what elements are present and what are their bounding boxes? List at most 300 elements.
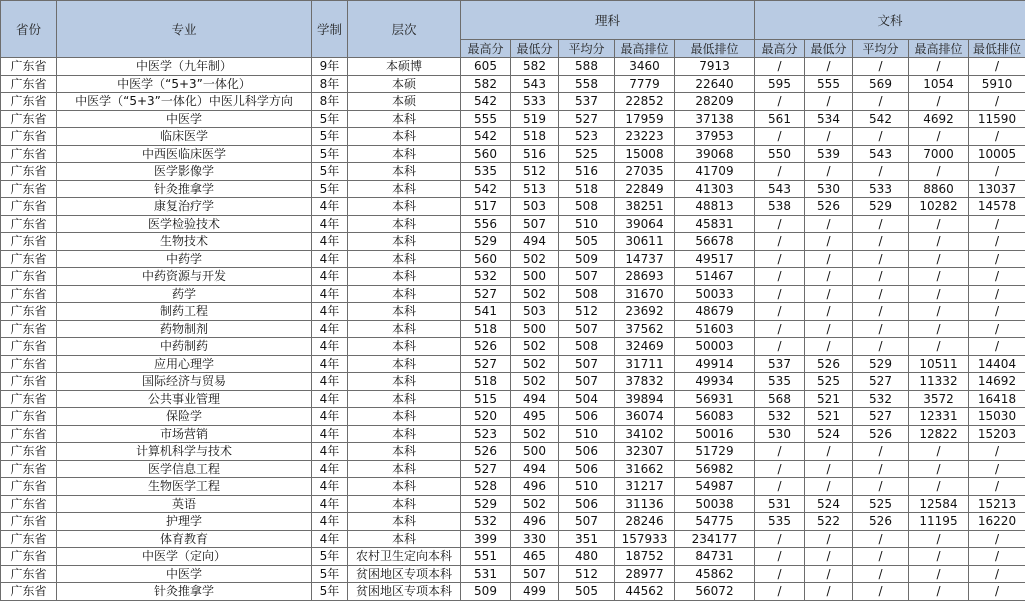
major-cell: 中药学: [57, 250, 312, 268]
header-science: 理科: [461, 1, 755, 40]
province-cell: 广东省: [1, 233, 57, 251]
arts-best-rank-cell: /: [909, 338, 969, 356]
arts-best-rank-cell: /: [909, 460, 969, 478]
science-max-cell: 560: [461, 145, 511, 163]
arts-avg-cell: /: [853, 565, 909, 583]
level-cell: 贫困地区专项本科: [348, 583, 461, 601]
science-best-rank-cell: 3460: [615, 58, 675, 76]
major-cell: 制药工程: [57, 303, 312, 321]
science-avg-cell: 506: [559, 460, 615, 478]
science-best-rank-cell: 32307: [615, 443, 675, 461]
arts-best-rank-cell: /: [909, 250, 969, 268]
level-cell: 本硕博: [348, 58, 461, 76]
level-cell: 本科: [348, 110, 461, 128]
science-worst-rank-cell: 28209: [675, 93, 755, 111]
level-cell: 本科: [348, 338, 461, 356]
arts-max-cell: 595: [755, 75, 805, 93]
arts-avg-cell: 532: [853, 390, 909, 408]
science-worst-rank-cell: 49934: [675, 373, 755, 391]
header-arts: 文科: [755, 1, 1025, 40]
table-row: [1, 215, 1025, 233]
duration-cell: 5年: [312, 565, 348, 583]
arts-min-cell: /: [805, 320, 853, 338]
duration-cell: 4年: [312, 215, 348, 233]
level-cell: 本科: [348, 495, 461, 513]
arts-best-rank-cell: /: [909, 583, 969, 601]
arts-avg-cell: 527: [853, 373, 909, 391]
table-row: [1, 373, 1025, 391]
arts-best-rank-cell: 12584: [909, 495, 969, 513]
header-science-avg: 平均分: [559, 40, 615, 58]
level-cell: 本科: [348, 285, 461, 303]
science-best-rank-cell: 39064: [615, 215, 675, 233]
science-max-cell: 555: [461, 110, 511, 128]
arts-avg-cell: 529: [853, 355, 909, 373]
arts-worst-rank-cell: /: [969, 583, 1025, 601]
science-min-cell: 502: [511, 373, 559, 391]
science-avg-cell: 525: [559, 145, 615, 163]
arts-worst-rank-cell: /: [969, 320, 1025, 338]
duration-cell: 9年: [312, 58, 348, 76]
duration-cell: 4年: [312, 233, 348, 251]
science-min-cell: 502: [511, 495, 559, 513]
table-row: [1, 75, 1025, 93]
arts-worst-rank-cell: 14692: [969, 373, 1025, 391]
province-cell: 广东省: [1, 460, 57, 478]
arts-max-cell: /: [755, 583, 805, 601]
science-avg-cell: 507: [559, 513, 615, 531]
province-cell: 广东省: [1, 565, 57, 583]
province-cell: 广东省: [1, 110, 57, 128]
arts-max-cell: /: [755, 530, 805, 548]
arts-min-cell: /: [805, 163, 853, 181]
science-worst-rank-cell: 22640: [675, 75, 755, 93]
duration-cell: 4年: [312, 198, 348, 216]
science-best-rank-cell: 31662: [615, 460, 675, 478]
science-avg-cell: 523: [559, 128, 615, 146]
arts-max-cell: /: [755, 58, 805, 76]
arts-best-rank-cell: 10511: [909, 355, 969, 373]
science-min-cell: 502: [511, 250, 559, 268]
level-cell: 本科: [348, 355, 461, 373]
science-worst-rank-cell: 37953: [675, 128, 755, 146]
science-min-cell: 465: [511, 548, 559, 566]
science-best-rank-cell: 28977: [615, 565, 675, 583]
arts-best-rank-cell: /: [909, 320, 969, 338]
science-max-cell: 556: [461, 215, 511, 233]
duration-cell: 4年: [312, 390, 348, 408]
science-min-cell: 500: [511, 443, 559, 461]
level-cell: 本科: [348, 180, 461, 198]
arts-min-cell: /: [805, 583, 853, 601]
arts-avg-cell: /: [853, 303, 909, 321]
science-max-cell: 520: [461, 408, 511, 426]
province-cell: 广东省: [1, 390, 57, 408]
arts-best-rank-cell: /: [909, 478, 969, 496]
arts-avg-cell: /: [853, 478, 909, 496]
table-row: [1, 460, 1025, 478]
major-cell: 市场营销: [57, 425, 312, 443]
science-worst-rank-cell: 50038: [675, 495, 755, 513]
science-best-rank-cell: 18752: [615, 548, 675, 566]
major-cell: 中医学（九年制）: [57, 58, 312, 76]
arts-best-rank-cell: /: [909, 303, 969, 321]
arts-max-cell: /: [755, 215, 805, 233]
header-arts-avg: 平均分: [853, 40, 909, 58]
duration-cell: 4年: [312, 425, 348, 443]
science-min-cell: 494: [511, 233, 559, 251]
province-cell: 广东省: [1, 75, 57, 93]
science-avg-cell: 509: [559, 250, 615, 268]
science-min-cell: 499: [511, 583, 559, 601]
science-best-rank-cell: 7779: [615, 75, 675, 93]
table-body: [1, 58, 1025, 601]
province-cell: 广东省: [1, 443, 57, 461]
science-avg-cell: 351: [559, 530, 615, 548]
arts-worst-rank-cell: /: [969, 128, 1025, 146]
science-avg-cell: 510: [559, 215, 615, 233]
province-cell: 广东省: [1, 180, 57, 198]
science-min-cell: 502: [511, 425, 559, 443]
arts-min-cell: 522: [805, 513, 853, 531]
province-cell: 广东省: [1, 145, 57, 163]
level-cell: 本科: [348, 233, 461, 251]
science-min-cell: 516: [511, 145, 559, 163]
science-max-cell: 528: [461, 478, 511, 496]
science-avg-cell: 508: [559, 285, 615, 303]
arts-min-cell: /: [805, 233, 853, 251]
science-avg-cell: 507: [559, 268, 615, 286]
level-cell: 本科: [348, 425, 461, 443]
science-min-cell: 502: [511, 285, 559, 303]
science-min-cell: 519: [511, 110, 559, 128]
science-min-cell: 533: [511, 93, 559, 111]
science-worst-rank-cell: 48679: [675, 303, 755, 321]
province-cell: 广东省: [1, 215, 57, 233]
science-avg-cell: 588: [559, 58, 615, 76]
duration-cell: 8年: [312, 75, 348, 93]
arts-avg-cell: /: [853, 583, 909, 601]
science-best-rank-cell: 44562: [615, 583, 675, 601]
arts-avg-cell: /: [853, 93, 909, 111]
duration-cell: 4年: [312, 495, 348, 513]
level-cell: 本科: [348, 145, 461, 163]
duration-cell: 4年: [312, 513, 348, 531]
duration-cell: 5年: [312, 163, 348, 181]
science-max-cell: 542: [461, 128, 511, 146]
duration-cell: 4年: [312, 355, 348, 373]
major-cell: 中药资源与开发: [57, 268, 312, 286]
province-cell: 广东省: [1, 355, 57, 373]
major-cell: 中医学（定向）: [57, 548, 312, 566]
table-row: [1, 530, 1025, 548]
science-best-rank-cell: 28693: [615, 268, 675, 286]
science-max-cell: 509: [461, 583, 511, 601]
table-row: [1, 268, 1025, 286]
arts-max-cell: /: [755, 128, 805, 146]
arts-min-cell: 521: [805, 390, 853, 408]
arts-min-cell: /: [805, 58, 853, 76]
header-major: 专业: [57, 1, 312, 58]
arts-worst-rank-cell: /: [969, 163, 1025, 181]
arts-worst-rank-cell: /: [969, 250, 1025, 268]
arts-min-cell: /: [805, 303, 853, 321]
science-avg-cell: 507: [559, 355, 615, 373]
science-avg-cell: 505: [559, 583, 615, 601]
arts-max-cell: /: [755, 233, 805, 251]
header-science-min: 最低分: [511, 40, 559, 58]
arts-max-cell: 530: [755, 425, 805, 443]
science-max-cell: 526: [461, 338, 511, 356]
arts-min-cell: /: [805, 93, 853, 111]
duration-cell: 5年: [312, 145, 348, 163]
table-row: [1, 513, 1025, 531]
arts-best-rank-cell: 12331: [909, 408, 969, 426]
arts-max-cell: /: [755, 443, 805, 461]
level-cell: 本科: [348, 460, 461, 478]
province-cell: 广东省: [1, 513, 57, 531]
arts-avg-cell: 526: [853, 513, 909, 531]
arts-min-cell: /: [805, 250, 853, 268]
table-row: [1, 565, 1025, 583]
table-row: [1, 425, 1025, 443]
science-best-rank-cell: 17959: [615, 110, 675, 128]
table-row: [1, 180, 1025, 198]
header-science-worst-rank: 最低排位: [675, 40, 755, 58]
arts-max-cell: 535: [755, 373, 805, 391]
level-cell: 本科: [348, 408, 461, 426]
science-worst-rank-cell: 41303: [675, 180, 755, 198]
arts-best-rank-cell: 1054: [909, 75, 969, 93]
science-avg-cell: 506: [559, 443, 615, 461]
arts-max-cell: /: [755, 320, 805, 338]
science-max-cell: 399: [461, 530, 511, 548]
science-best-rank-cell: 22852: [615, 93, 675, 111]
major-cell: 中药制药: [57, 338, 312, 356]
arts-min-cell: /: [805, 478, 853, 496]
arts-avg-cell: 529: [853, 198, 909, 216]
science-worst-rank-cell: 54987: [675, 478, 755, 496]
science-worst-rank-cell: 50016: [675, 425, 755, 443]
science-min-cell: 513: [511, 180, 559, 198]
level-cell: 本科: [348, 530, 461, 548]
science-best-rank-cell: 30611: [615, 233, 675, 251]
science-avg-cell: 558: [559, 75, 615, 93]
province-cell: 广东省: [1, 583, 57, 601]
header-science-max: 最高分: [461, 40, 511, 58]
arts-avg-cell: /: [853, 268, 909, 286]
major-cell: 临床医学: [57, 128, 312, 146]
arts-max-cell: 531: [755, 495, 805, 513]
table-row: [1, 110, 1025, 128]
duration-cell: 4年: [312, 443, 348, 461]
science-avg-cell: 510: [559, 425, 615, 443]
duration-cell: 4年: [312, 460, 348, 478]
arts-max-cell: /: [755, 250, 805, 268]
level-cell: 本科: [348, 163, 461, 181]
science-max-cell: 582: [461, 75, 511, 93]
science-min-cell: 500: [511, 320, 559, 338]
science-worst-rank-cell: 45862: [675, 565, 755, 583]
science-min-cell: 494: [511, 390, 559, 408]
arts-avg-cell: 525: [853, 495, 909, 513]
arts-best-rank-cell: 4692: [909, 110, 969, 128]
header-duration: 学制: [312, 1, 348, 58]
arts-min-cell: /: [805, 530, 853, 548]
arts-worst-rank-cell: 10005: [969, 145, 1025, 163]
science-worst-rank-cell: 51467: [675, 268, 755, 286]
science-max-cell: 527: [461, 355, 511, 373]
science-best-rank-cell: 14737: [615, 250, 675, 268]
science-worst-rank-cell: 84731: [675, 548, 755, 566]
arts-avg-cell: /: [853, 215, 909, 233]
arts-worst-rank-cell: /: [969, 303, 1025, 321]
science-avg-cell: 510: [559, 478, 615, 496]
major-cell: 中医学: [57, 110, 312, 128]
table-row: [1, 390, 1025, 408]
arts-avg-cell: 533: [853, 180, 909, 198]
science-avg-cell: 508: [559, 338, 615, 356]
major-cell: 中医学（“5+3”一体化）中医儿科学方向: [57, 93, 312, 111]
arts-best-rank-cell: /: [909, 163, 969, 181]
major-cell: 公共事业管理: [57, 390, 312, 408]
arts-worst-rank-cell: 15030: [969, 408, 1025, 426]
science-best-rank-cell: 23223: [615, 128, 675, 146]
table-row: [1, 285, 1025, 303]
arts-max-cell: 535: [755, 513, 805, 531]
province-cell: 广东省: [1, 250, 57, 268]
science-avg-cell: 512: [559, 303, 615, 321]
major-cell: 药学: [57, 285, 312, 303]
province-cell: 广东省: [1, 58, 57, 76]
duration-cell: 4年: [312, 250, 348, 268]
arts-worst-rank-cell: /: [969, 565, 1025, 583]
science-worst-rank-cell: 56083: [675, 408, 755, 426]
table-row: [1, 198, 1025, 216]
arts-best-rank-cell: 11195: [909, 513, 969, 531]
arts-min-cell: 530: [805, 180, 853, 198]
science-avg-cell: 518: [559, 180, 615, 198]
level-cell: 本科: [348, 215, 461, 233]
level-cell: 本科: [348, 373, 461, 391]
province-cell: 广东省: [1, 338, 57, 356]
arts-worst-rank-cell: /: [969, 58, 1025, 76]
arts-best-rank-cell: /: [909, 443, 969, 461]
science-max-cell: 523: [461, 425, 511, 443]
arts-max-cell: 568: [755, 390, 805, 408]
science-best-rank-cell: 36074: [615, 408, 675, 426]
science-worst-rank-cell: 56072: [675, 583, 755, 601]
science-max-cell: 517: [461, 198, 511, 216]
science-min-cell: 495: [511, 408, 559, 426]
level-cell: 本硕: [348, 75, 461, 93]
science-worst-rank-cell: 49914: [675, 355, 755, 373]
arts-worst-rank-cell: /: [969, 460, 1025, 478]
science-max-cell: 515: [461, 390, 511, 408]
duration-cell: 5年: [312, 110, 348, 128]
table-row: [1, 93, 1025, 111]
science-avg-cell: 506: [559, 408, 615, 426]
province-cell: 广东省: [1, 198, 57, 216]
arts-best-rank-cell: 8860: [909, 180, 969, 198]
science-best-rank-cell: 34102: [615, 425, 675, 443]
province-cell: 广东省: [1, 548, 57, 566]
table-row: [1, 320, 1025, 338]
arts-worst-rank-cell: /: [969, 233, 1025, 251]
province-cell: 广东省: [1, 128, 57, 146]
arts-best-rank-cell: /: [909, 548, 969, 566]
arts-avg-cell: 543: [853, 145, 909, 163]
arts-min-cell: 526: [805, 355, 853, 373]
arts-avg-cell: /: [853, 443, 909, 461]
arts-max-cell: 561: [755, 110, 805, 128]
science-max-cell: 560: [461, 250, 511, 268]
province-cell: 广东省: [1, 495, 57, 513]
arts-worst-rank-cell: /: [969, 268, 1025, 286]
arts-max-cell: /: [755, 460, 805, 478]
science-max-cell: 535: [461, 163, 511, 181]
science-max-cell: 529: [461, 233, 511, 251]
duration-cell: 4年: [312, 408, 348, 426]
science-avg-cell: 537: [559, 93, 615, 111]
arts-avg-cell: /: [853, 320, 909, 338]
science-avg-cell: 507: [559, 320, 615, 338]
science-avg-cell: 506: [559, 495, 615, 513]
science-worst-rank-cell: 45831: [675, 215, 755, 233]
science-min-cell: 503: [511, 198, 559, 216]
major-cell: 药物制剂: [57, 320, 312, 338]
arts-worst-rank-cell: /: [969, 285, 1025, 303]
arts-best-rank-cell: /: [909, 268, 969, 286]
header-row-main: [1, 1, 1025, 40]
science-min-cell: 507: [511, 215, 559, 233]
science-best-rank-cell: 157933: [615, 530, 675, 548]
science-max-cell: 526: [461, 443, 511, 461]
science-best-rank-cell: 38251: [615, 198, 675, 216]
duration-cell: 4年: [312, 320, 348, 338]
arts-worst-rank-cell: 16220: [969, 513, 1025, 531]
science-max-cell: 605: [461, 58, 511, 76]
arts-min-cell: 521: [805, 408, 853, 426]
science-best-rank-cell: 31711: [615, 355, 675, 373]
arts-max-cell: /: [755, 303, 805, 321]
major-cell: 康复治疗学: [57, 198, 312, 216]
duration-cell: 4年: [312, 338, 348, 356]
table-row: [1, 548, 1025, 566]
science-best-rank-cell: 31136: [615, 495, 675, 513]
science-min-cell: 500: [511, 268, 559, 286]
arts-avg-cell: /: [853, 548, 909, 566]
arts-worst-rank-cell: /: [969, 548, 1025, 566]
duration-cell: 4年: [312, 303, 348, 321]
science-min-cell: 502: [511, 355, 559, 373]
level-cell: 本硕: [348, 93, 461, 111]
arts-avg-cell: /: [853, 250, 909, 268]
arts-worst-rank-cell: 11590: [969, 110, 1025, 128]
science-best-rank-cell: 27035: [615, 163, 675, 181]
arts-max-cell: /: [755, 548, 805, 566]
science-worst-rank-cell: 41709: [675, 163, 755, 181]
arts-best-rank-cell: /: [909, 58, 969, 76]
header-arts-worst-rank: 最低排位: [969, 40, 1025, 58]
science-worst-rank-cell: 54775: [675, 513, 755, 531]
science-worst-rank-cell: 56982: [675, 460, 755, 478]
science-max-cell: 531: [461, 565, 511, 583]
arts-min-cell: 539: [805, 145, 853, 163]
province-cell: 广东省: [1, 303, 57, 321]
arts-worst-rank-cell: 16418: [969, 390, 1025, 408]
science-avg-cell: 504: [559, 390, 615, 408]
